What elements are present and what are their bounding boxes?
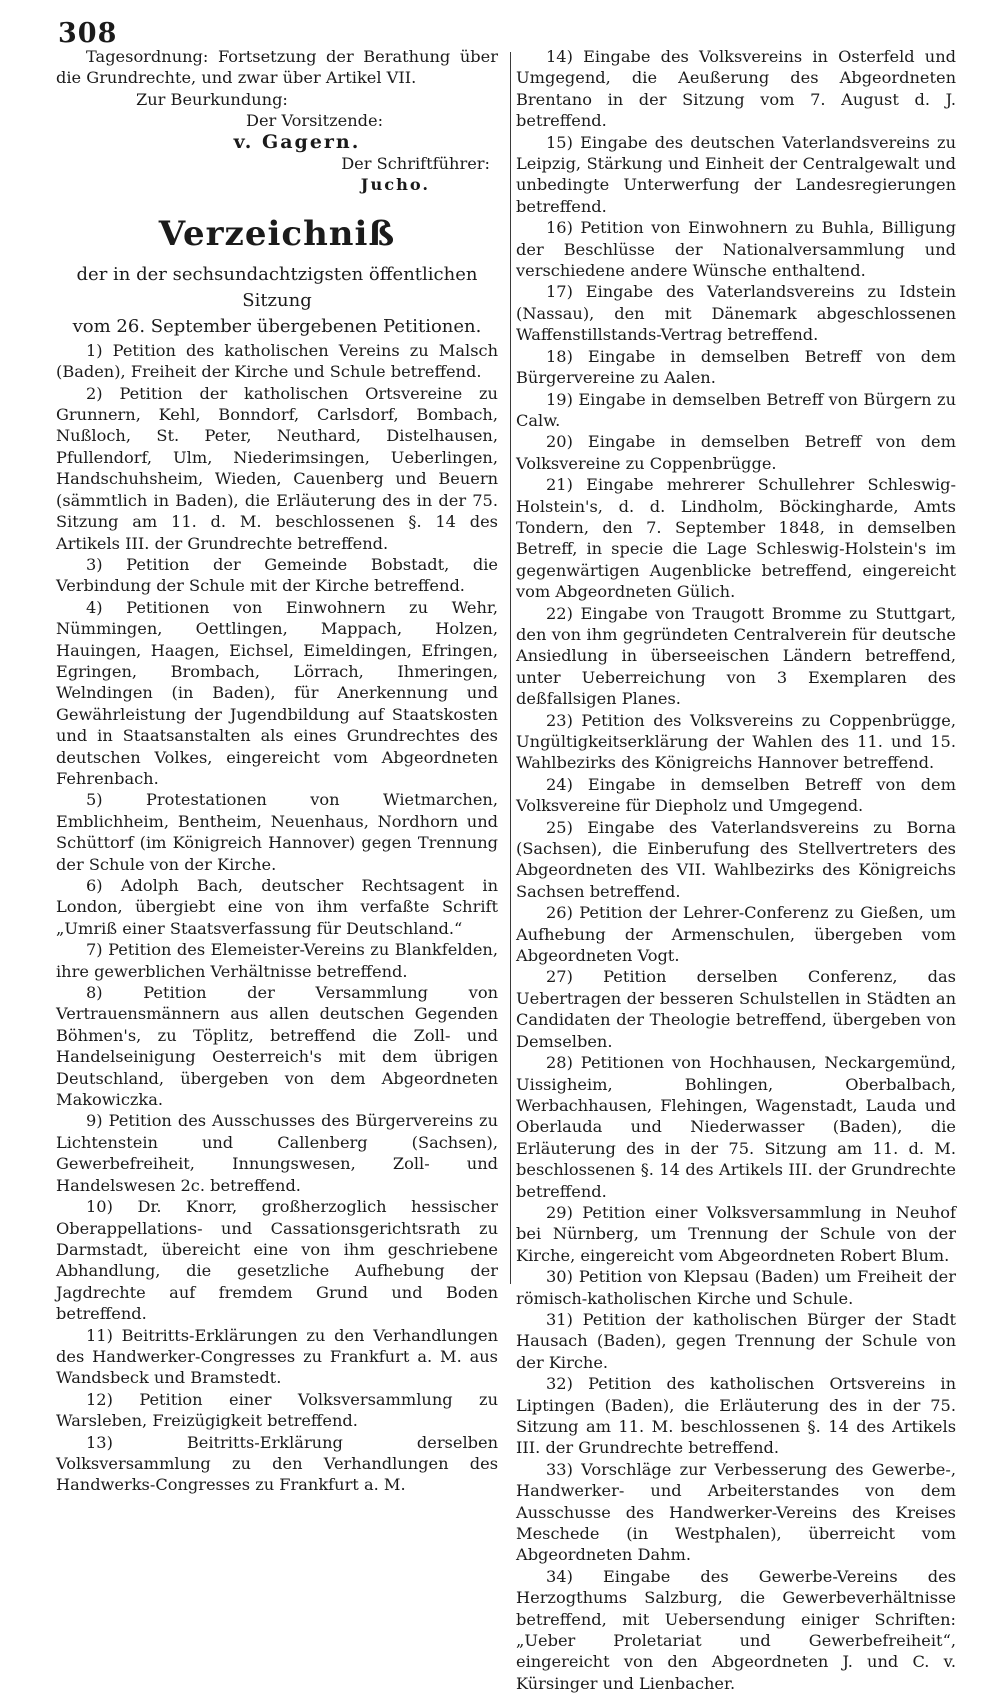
petition-entry: 34) Eingabe des Gewerbe-Vereins des Herzogthums Salzburg, die Gewerbeverhältnisse betreffend, mit Uebersendung einiger Schriften: „Ueber Proletariat und Gewerbefreiheit“, eingereicht von den Abgeordneten J. und C. v. Kürsinger und Lienbacher. <box>516 1566 956 1693</box>
petition-entry: 30) Petition von Klepsau (Baden) um Freiheit der römisch-katholischen Kirche und Schule. <box>516 1267 956 1308</box>
petition-entry: 11) Beitritts-Erklärungen zu den Verhandlungen des Handwerker-Congresses zu Frankfurt a. M. aus Wandsbeck und Bramstedt. <box>56 1325 498 1388</box>
petition-entry: 1) Petition des katholischen Vereins zu Malsch (Baden), Freiheit der Kirche und Schule betreffend. <box>56 340 498 382</box>
petition-entry: 12) Petition einer Volksversammlung zu Warsleben, Freizügigkeit betreffend. <box>56 1389 498 1431</box>
petition-entry: 8) Petition der Versammlung von Vertrauensmännern aus allen deutschen Gegenden Böhmen's, zu Töplitz, betreffend die Zoll- und Handelseinigung Oesterreich's mit dem übrigen Deutschland, übergeben von dem Abgeordneten Makowiczka. <box>56 983 498 1110</box>
petition-entry: 22) Eingabe von Traugott Bromme zu Stuttgart, den von ihm gegründeten Centralverein für deutsche Ansiedlung in überseeischen Ländern betreffend, unter Ueberreichung von 3 Exemplaren des deßfallsigen Planes. <box>516 603 956 709</box>
petition-entry: 26) Petition der Lehrer-Conferenz zu Gießen, um Aufhebung der Armenschulen, übergeben vom Abgeordneten Vogt. <box>516 903 956 966</box>
secretary-name: Jucho. <box>360 175 430 195</box>
left-column <box>56 46 498 1496</box>
page-number: 308 <box>58 18 118 49</box>
petition-entry: 10) Dr. Knorr, großherzoglich hessischer Oberappellations- und Cassationsgerichtsrath zu Darmstadt, übereicht eine von ihm geschriebene Abhandlung, die gesetzliche Aufhebung der Jagdrechte auf fremdem Grund und Boden betreffend. <box>56 1197 498 1324</box>
petition-entry: 17) Eingabe des Vaterlandsvereins zu Idstein (Nassau), den mit Dänemark abgeschlossenen Waffenstillstands-Vertrag betreffend. <box>516 282 956 345</box>
petition-entry: 24) Eingabe in demselben Betreff von dem Volksvereine für Diepholz und Umgegend. <box>516 774 956 816</box>
right-column <box>516 46 956 1694</box>
petition-entry: 4) Petitionen von Einwohnern zu Wehr, Nümmingen, Oettlingen, Mappach, Holzen, Hauingen, Haagen, Eichsel, Eimeldingen, Efringen, Egringen, Brombach, Lörrach, Ihmeringen, Welndingen (in Baden), für Anerkennung und Gewährleistung der Jugendbildung auf Staatskosten und in Staatsanstalten als eines Grundrechtes des deutschen Volkes, eingereicht vom Abgeordneten Fehrenbach. <box>56 597 498 788</box>
petition-entry: 27) Petition derselben Conferenz, das Uebertragen der besseren Schulstellen in Städten an Candidaten der Theologie betreffend, übergeben von Demselben. <box>516 967 956 1051</box>
petition-entry: 32) Petition des katholischen Ortsvereins in Liptingen (Baden), die Erläuterung des in der 75. Sitzung am 11. M. beschlossenen §. 14 des Artikels III. der Grundrechte betreffend. <box>516 1374 956 1458</box>
petition-entry: 13) Beitritts-Erklärung derselben Volksversammlung zu den Verhandlungen des Handwerks-Congresses zu Frankfurt a. M. <box>56 1432 498 1495</box>
petition-entry: 5) Protestationen von Wietmarchen, Emblichheim, Bentheim, Neuenhaus, Nordhorn und Schüttorf (im Königreich Hannover) gegen Trennung der Schule von der Kirche. <box>56 790 498 874</box>
petition-entry: 23) Petition des Volksvereins zu Coppenbrügge, Ungültigkeitserklärung der Wahlen des 11. und 15. Wahlbezirks des Königreichs Hannover betreffend. <box>516 710 956 773</box>
petition-entry: 14) Eingabe des Volksvereins in Osterfeld und Umgegend, die Aeußerung des Abgeordneten Brentano in der Sitzung vom 7. August d. J. betreffend. <box>516 47 956 131</box>
column-divider <box>510 52 511 1284</box>
chairman-name: v. Gagern. <box>233 130 361 153</box>
chairman-label: Der Vorsitzende: <box>246 111 384 131</box>
petition-entry: 2) Petition der katholischen Ortsvereine zu Grunnern, Kehl, Bonndorf, Carlsdorf, Bombach, Nußloch, St. Peter, Neuthard, Distelhausen, Pfullendorf, Ulm, Niederimsingen, Ueberlingen, Handschuhsheim, Wieden, Cauenberg und Beuern (sämmtlich in Baden), die Erläuterung des in der 75. Sitzung am 11. d. M. beschlossenen §. 14 des Artikels III. der Grundrechte betreffend. <box>56 383 498 553</box>
agenda-text: Tagesordnung: Fortsetzung der Berathung über die Grundrechte, und zwar über Artikel VII. <box>56 47 498 88</box>
petition-entry: 29) Petition einer Volksversammlung in Neuhof bei Nürnberg, um Trennung der Schule von der Kirche, eingereicht vom Abgeordneten Robert Blum. <box>516 1202 956 1265</box>
petition-entry: 16) Petition von Einwohnern zu Buhla, Billigung der Beschlüsse der Nationalversammlung und verschiedene andere Wünsche enthaltend. <box>516 218 956 281</box>
petition-entry: 21) Eingabe mehrerer Schullehrer Schleswig-Holstein's, d. d. Lindholm, Böckingharde, Amts Tondern, den 7. September 1848, in demselben Betreff, in specie die Lage Schleswig-Holstein's im gegenwärtigen Augenblicke betreffend, eingereicht vom Abgeordneten Gülich. <box>516 475 956 602</box>
petition-entry: 28) Petitionen von Hochhausen, Neckargemünd, Uissigheim, Bohlingen, Oberbalbach, Werbachhausen, Flehingen, Wagenstadt, Lauda und Oberlauda und Niederwasser (Baden), die Erläuterung des in der 75. Sitzung am 11. d. M. beschlossenen §. 14 des Artikels III. der Grundrechte betreffend. <box>516 1053 956 1201</box>
petition-entry: 25) Eingabe des Vaterlandsvereins zu Borna (Sachsen), die Einberufung des Stellvertreters des Abgeordneten des VII. Wahlbezirks des Königreichs Sachsen betreffend. <box>516 817 956 901</box>
petition-entry: 20) Eingabe in demselben Betreff von dem Volksvereine zu Coppenbrügge. <box>516 432 956 473</box>
petition-entry: 9) Petition des Ausschusses des Bürgervereins zu Lichtenstein und Callenberg (Sachsen), Gewerbefreiheit, Innungswesen, Zoll- und Handelswesen 2c. betreffend. <box>56 1111 498 1195</box>
petition-entry: 3) Petition der Gemeinde Bobstadt, die Verbindung der Schule mit der Kirche betreffend. <box>56 554 498 596</box>
petition-entry: 31) Petition der katholischen Bürger der Stadt Hausach (Baden), gegen Trennung der Schule von der Kirche. <box>516 1309 956 1372</box>
petition-entry: 7) Petition des Elemeister-Vereins zu Blankfelden, ihre gewerblichen Verhältnisse betreffend. <box>56 940 498 981</box>
petition-entry: 33) Vorschläge zur Verbesserung des Gewerbe-, Handwerker- und Arbeiterstandes von dem Ausschusse des Handwerker-Vereins des Kreises Meschede (in Westphalen), überreicht vom Abgeordneten Dahm. <box>516 1459 956 1565</box>
section-heading: Verzeichniß <box>158 213 396 254</box>
petition-entry: 15) Eingabe des deutschen Vaterlandsvereins zu Leipzig, Stärkung und Einheit der Centralgewalt und unbedingte Unterwerfung der Landesregierungen betreffend. <box>516 132 956 216</box>
petition-entry: 18) Eingabe in demselben Betreff von dem Bürgervereine zu Aalen. <box>516 346 956 388</box>
secretary-label: Der Schriftführer: <box>341 154 490 174</box>
section-subheading-2: vom 26. September übergebenen Petitionen. <box>72 315 482 337</box>
petition-entry: 19) Eingabe in demselben Betreff von Bürgern zu Calw. <box>516 389 956 430</box>
beurkundung-label: Zur Beurkundung: <box>136 89 288 109</box>
petition-entry: 6) Adolph Bach, deutscher Rechtsagent in London, übergiebt eine von ihm verfaßte Schrift „Umriß einer Staatsverfassung für Deutschland.“ <box>56 876 498 938</box>
section-subheading-1: der in der sechsundachtzigsten öffentlichen Sitzung <box>76 263 478 311</box>
